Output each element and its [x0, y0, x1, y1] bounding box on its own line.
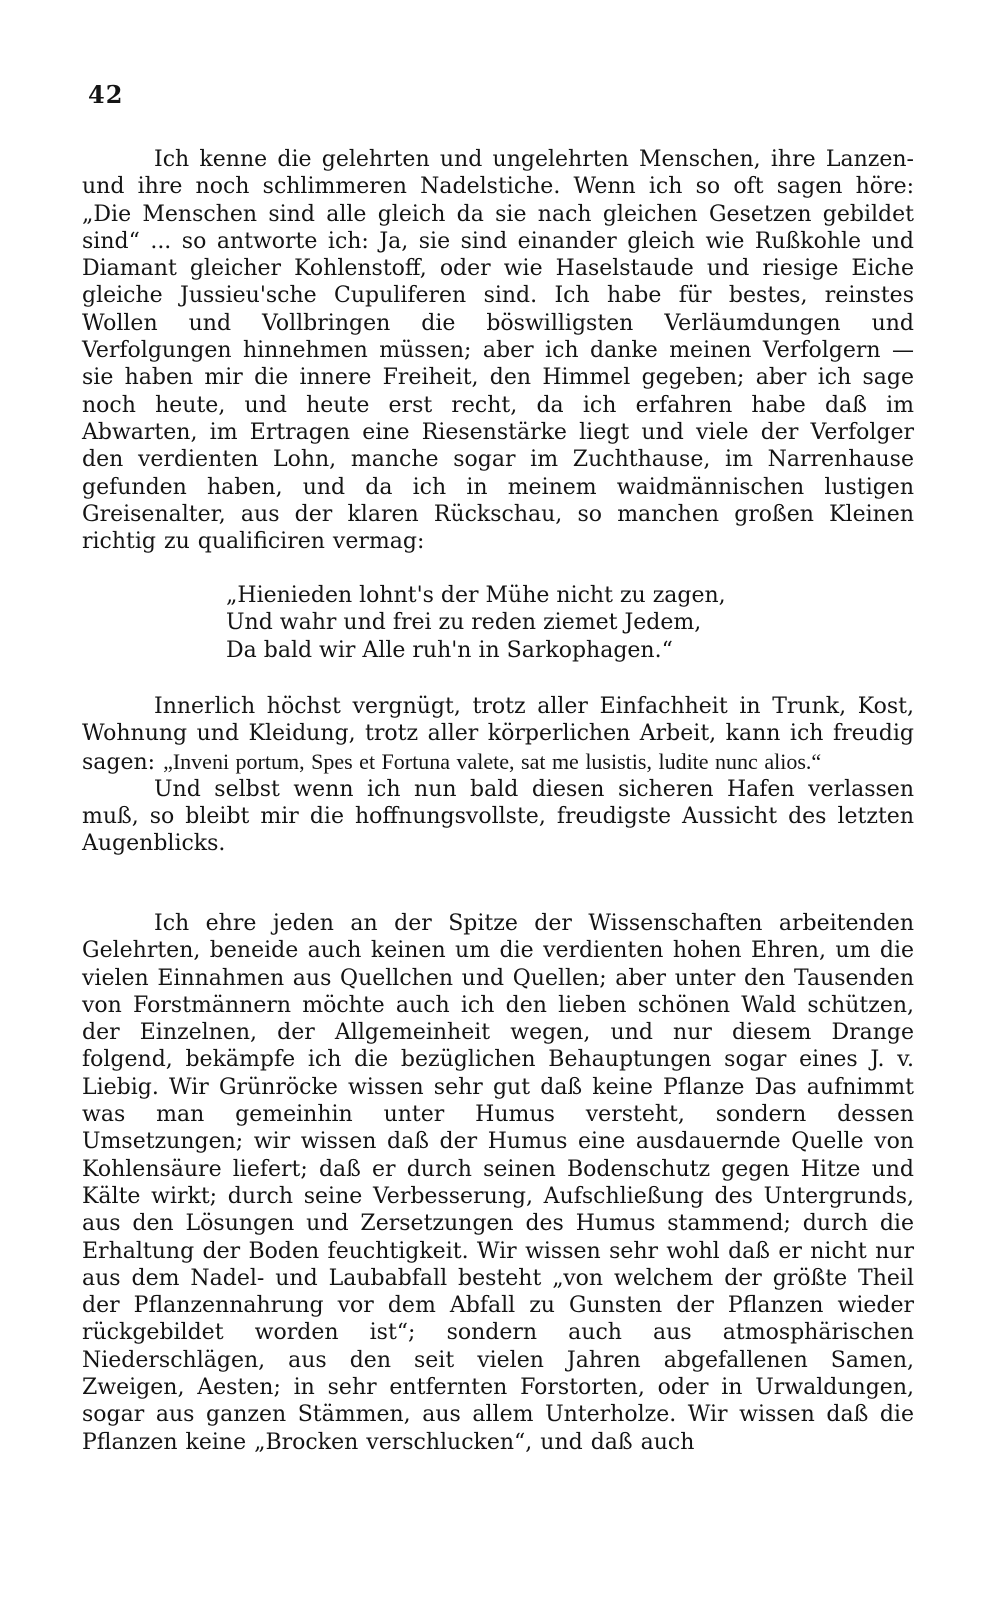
paragraph-contentment — [82, 693, 914, 858]
paragraph-harbor: Und selbst wenn ich nun bald diesen sicheren Hafen verlassen muß, so bleibt mir die hoffnungsvollste, freudigste Aussicht des letzten Augenblicks. — [82, 776, 914, 857]
poem-quotation — [226, 582, 726, 664]
poem-line-1: „Hienieden lohnt's der Mühe nicht zu zagen, — [226, 583, 726, 608]
latin-quotation: „Inveni portum, Spes et Fortuna valete, sat me lusistis, ludite nunc alios.“ — [163, 748, 822, 774]
page-number: 42 — [88, 80, 124, 109]
paragraph-opening: Ich kenne die gelehrten und ungelehrten Menschen, ihre Lanzen- und ihre noch schlimmeren Nadelstiche. Wenn ich so oft sagen höre: „Die Menschen sind alle gleich da sie nach gleichen Gesetzen gebildet sind“ ... so antworte ich: Ja, sie sind einander gleich wie Rußkohle und Diamant gleicher Kohlenstoff, oder wie Haselstaude und riesige Eiche gleiche Jussieu'sche Cupuliferen sind. Ich habe für bestes, reinstes Wollen und Vollbringen die böswilligsten Verläumdungen und Verfolgungen hinnehmen müssen; aber ich danke meinen Verfolgern — sie haben mir die innere Freiheit, den Himmel gegeben; aber ich sage noch heute, und heute erst recht, da ich erfahren habe daß im Abwarten, im Ertragen eine Riesenstärke liegt und viele der Verfolger den verdienten Lohn, manche sogar im Zuchthause, im Narrenhause gefunden haben, und da ich in meinem waidmännischen lustigen Greisenalter, aus der klaren Rückschau, so manchen großen Kleinen richtig zu qualificiren vermag: — [82, 147, 914, 555]
poem-line-2: Und wahr und frei zu reden ziemet Jedem, — [226, 610, 702, 636]
paragraph-forest-humus: Ich ehre jeden an der Spitze der Wissenschaften arbeitenden Gelehrten, beneide auch keinen um die verdienten hohen Ehren, um die vielen Einnahmen aus Quellchen und Quellen; aber unter den Tausenden von Forstmännern möchte auch ich den lieben schönen Wald schützen, der Einzelnen, der Allgemeinheit wegen, und nur diesem Drange folgend, bekämpfe ich die bezüglichen Behauptungen sogar eines J. v. Liebig. Wir Grünröcke wissen sehr gut daß keine Pflanze Das aufnimmt was man gemeinhin unter Humus versteht, sondern dessen Umsetzungen; wir wissen daß der Humus eine ausdauernde Quelle von Kohlensäure liefert; daß er durch seinen Bodenschutz gegen Hitze und Kälte wirkt; durch seine Verbesserung, Aufschließung des Untergrunds, aus den Lösungen und Zersetzungen des Humus stammend; durch die Erhaltung der Boden feuchtigkeit. Wir wissen sehr wohl daß er nicht nur aus dem Nadel- und Laubabfall besteht „von welchem der größte Theil der Pflanzennahrung vor dem Abfall zu Gunsten der Pflanzen wieder rückgebildet worden ist“; sondern auch aus atmosphärischen Niederschlägen, aus den seit vielen Jahren abgefallenen Samen, Zweigen, Aesten; in sehr entfernten Forstorten, oder in Urwaldungen, sogar aus ganzen Stämmen, aus allem Unterholze. Wir wissen daß die Pflanzen keine „Brocken verschlucken“, und daß auch — [82, 911, 914, 1455]
contentment-intro: Innerlich höchst vergnügt, trotz aller Einfachheit in Trunk, Kost, Wohnung und Kleidung, trotz aller körperlichen Arbeit, kann ich freudig sagen: — [82, 694, 914, 775]
poem-line-3: Da bald wir Alle ruh'n in Sarkophagen.“ — [226, 637, 673, 663]
